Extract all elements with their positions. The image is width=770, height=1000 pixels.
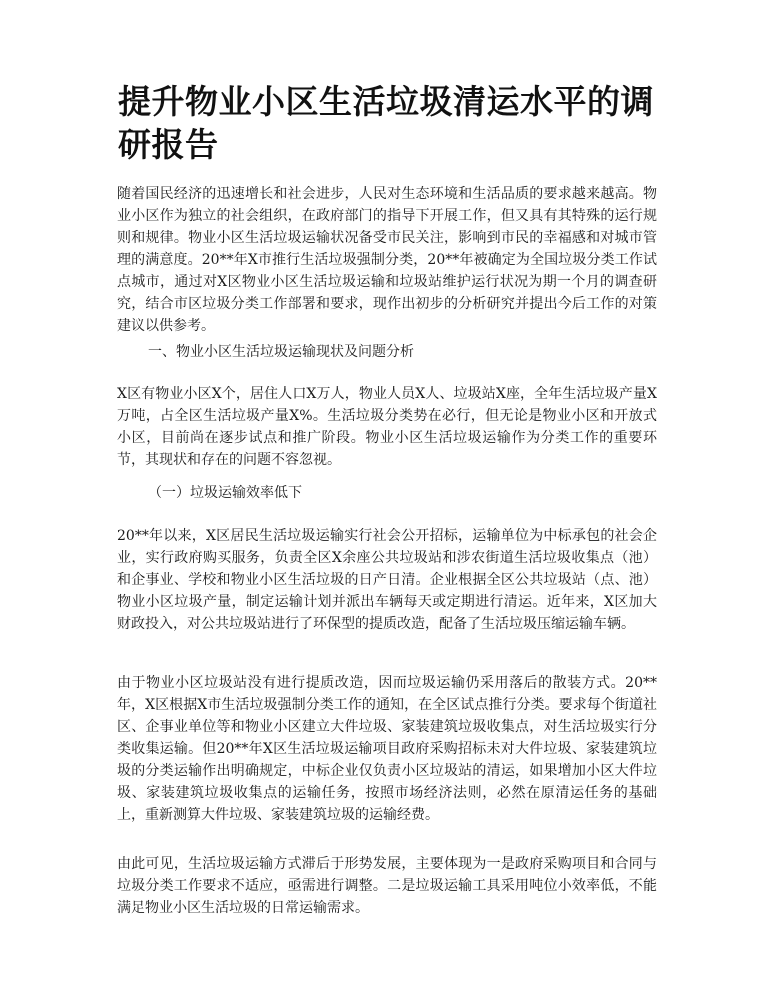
paragraph-3: 由于物业小区垃圾站没有进行提质改造，因而垃圾运输仍采用落后的散装方式。20**年，X区根据X市生活垃圾强制分类工作的通知，在全区试点推行分类。要求每个街道社区、企事业单位等和物业小区建立大件垃圾、家装建筑垃圾收集点，对生活垃圾实行分类收集运输。但20**年X区生活垃圾运输项目政府采购招标未对大件垃圾、家装建筑垃圾的分类运输作出明确规定，中标企业仅负责小区垃圾站的清运，如果增加小区大件垃圾、家装建筑垃圾收集点的运输任务，按照市场经济法则，必然在原清运任务的基础上，重新测算大件垃圾、家装建筑垃圾的运输经费。 [117,675,657,823]
intro-paragraph: 随着国民经济的迅速增长和社会进步，人民对生态环境和生活品质的要求越来越高。物业小区作为独立的社会组织，在政府部门的指导下开展工作，但又具有其特殊的运行规则和规律。物业小区生活垃圾运输状况备受市民关注，影响到市民的幸福感和对城市管理的满意度。20**年X市推行生活垃圾强制分类，20**年被确定为全国垃圾分类工作试点城市，通过对X区物业小区生活垃圾运输和垃圾站维护运行状况为期一个月的调查研究，结合市区垃圾分类工作部署和要求，现作出初步的分析研究并提出今后工作的对策建议以供参考。 [117,186,657,334]
document-title: 提升物业小区生活垃圾清运水平的调研报告 [118,82,654,164]
subsection-1-heading: （一）垃圾运输效率低下 [148,485,302,501]
section-1-paragraph: X区有物业小区X个，居住人口X万人，物业人员X人、垃圾站X座，全年生活垃圾产量X万吨，占全区生活垃圾产量X%。生活垃圾分类势在必行，但无论是物业小区和开放式小区，目前尚在逐步试点和推广阶段。物业小区生活垃圾运输作为分类工作的重要环节，其现状和存在的问题不容忽视。 [117,386,657,468]
paragraph-2: 20**年以来，X区居民生活垃圾运输实行社会公开招标，运输单位为中标承包的社会企业，实行政府购买服务，负责全区X余座公共垃圾站和涉农街道生活垃圾收集点（池）和企事业、学校和物业小区生活垃圾的日产日清。企业根据全区公共垃圾站（点、池）物业小区垃圾产量，制定运输计划并派出车辆每天或定期进行清运。近年来，X区加大财政投入，对公共垃圾站进行了环保型的提质改造，配备了生活垃圾压缩运输车辆。 [117,528,657,632]
paragraph-4: 由此可见，生活垃圾运输方式滞后于形势发展，主要体现为一是政府采购项目和合同与垃圾分类工作要求不适应，亟需进行调整。二是垃圾运输工具采用吨位小效率低，不能满足物业小区生活垃圾的日常运输需求。 [117,856,657,916]
section-1-heading: 一、物业小区生活垃圾运输现状及问题分析 [148,344,414,360]
